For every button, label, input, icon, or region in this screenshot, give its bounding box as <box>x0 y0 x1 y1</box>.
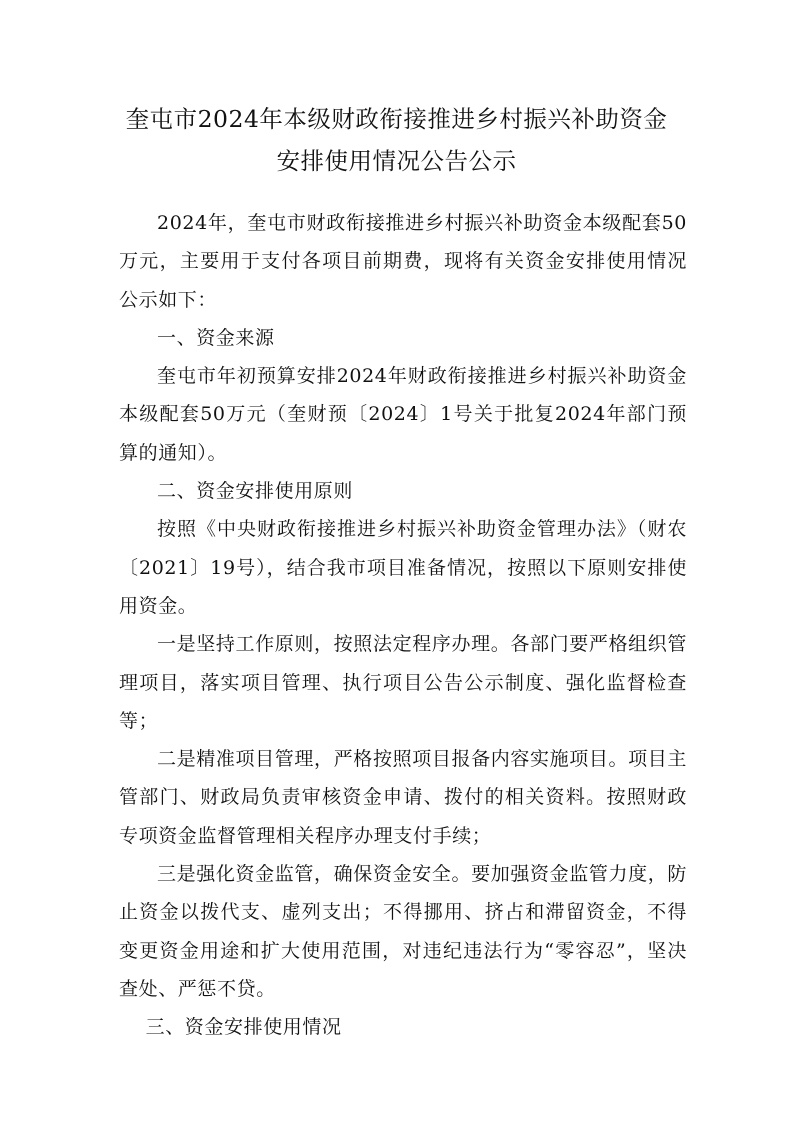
principle-point-3: 三是强化资金监管，确保资金安全。要加强资金监管力度，防止资金以拨代支、虚列支出；不得挪用、挤占和滞留资金，不得变更资金用途和扩大使用范围，对违纪违法行为“零容忍”，坚决查处、严惩不贷。 <box>119 863 687 1000</box>
section-heading-source: 一、资金来源 <box>157 326 275 349</box>
principle-point-2: 二是精准项目管理，严格按照项目报备内容实施项目。项目主管部门、财政局负责审核资金申请、拨付的相关资料。按照财政专项资金监督管理相关程序办理支付手续； <box>119 748 687 847</box>
principle-paragraph: 按照《中央财政衔接推进乡村振兴补助资金管理办法》（财农〔2021〕19号），结合我市项目准备情况，按照以下原则安排使用资金。 <box>119 518 687 617</box>
intro-paragraph: 2024年，奎屯市财政衔接推进乡村振兴补助资金本级配套50万元，主要用于支付各项目前期费，现将有关资金安排使用情况公示如下： <box>119 212 687 311</box>
document-title-line1: 奎屯市2024年本级财政衔接推进乡村振兴补助资金 <box>125 105 668 133</box>
principle-point-1: 一是坚持工作原则，按照法定程序办理。各部门要严格组织管理项目，落实项目管理、执行项目公告公示制度、强化监督检查等； <box>119 633 687 732</box>
section-heading-usage: 三、资金安排使用情况 <box>145 1016 342 1039</box>
source-paragraph: 奎屯市年初预算安排2024年财政衔接推进乡村振兴补助资金本级配套50万元（奎财预〔2024〕1号关于批复2024年部门预算的通知）。 <box>119 365 687 464</box>
section-heading-principle: 二、资金安排使用原则 <box>157 480 354 503</box>
document-title-line2: 安排使用情况公告公示 <box>276 147 517 175</box>
document-body <box>119 204 687 1047</box>
